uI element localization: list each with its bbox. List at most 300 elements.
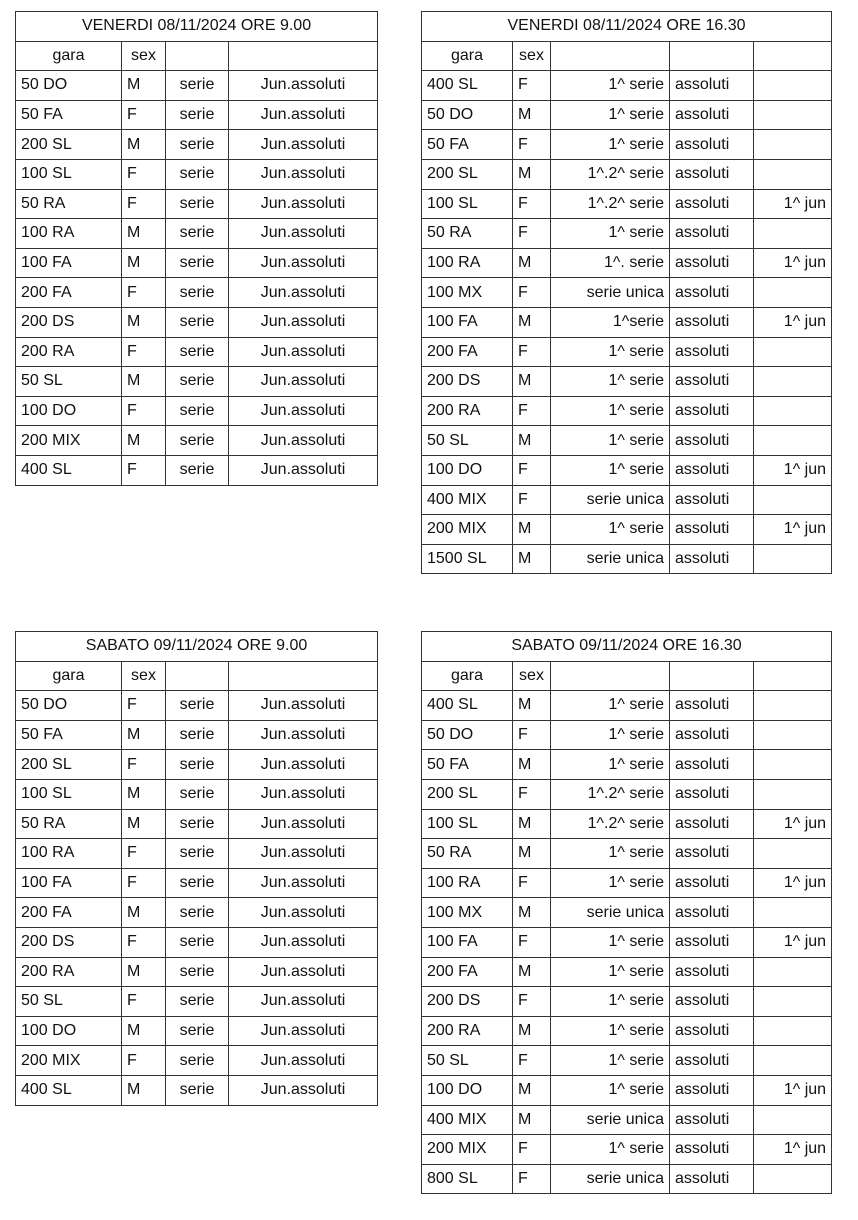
cell-categoria: assoluti [670, 130, 754, 160]
cell-categoria: Jun.assoluti [229, 839, 378, 869]
table-row [422, 515, 832, 545]
cell-categoria: Jun.assoluti [229, 130, 378, 160]
cell-serie: 1^ serie [551, 426, 670, 456]
cell-gara: 400 SL [16, 1075, 122, 1105]
cell-sex: F [122, 455, 166, 485]
column-header-empty [754, 661, 832, 691]
cell-serie: serie [166, 987, 229, 1017]
table-row [422, 278, 832, 308]
cell-jun: 1^ jun [754, 927, 832, 957]
table-row [422, 248, 832, 278]
cell-gara: 100 RA [422, 248, 513, 278]
cell-sex: M [513, 1105, 551, 1135]
cell-gara: 100 SL [16, 159, 122, 189]
cell-sex: F [513, 485, 551, 515]
cell-categoria: Jun.assoluti [229, 898, 378, 928]
table-row [422, 219, 832, 249]
table-row [16, 750, 378, 780]
table-title: VENERDI 08/11/2024 ORE 9.00 [16, 12, 378, 42]
cell-sex: F [513, 130, 551, 160]
cell-sex: F [513, 868, 551, 898]
cell-sex: F [513, 189, 551, 219]
cell-categoria: assoluti [670, 1075, 754, 1105]
cell-categoria: assoluti [670, 809, 754, 839]
cell-jun: 1^ jun [754, 868, 832, 898]
cell-gara: 50 DO [422, 720, 513, 750]
cell-sex: F [513, 71, 551, 101]
cell-gara: 200 SL [16, 130, 122, 160]
column-header-empty [551, 661, 670, 691]
cell-serie: serie [166, 1016, 229, 1046]
cell-gara: 100 FA [422, 927, 513, 957]
cell-serie: 1^ serie [551, 927, 670, 957]
cell-sex: M [122, 71, 166, 101]
cell-gara: 200 FA [422, 337, 513, 367]
cell-sex: M [513, 1075, 551, 1105]
table-row [16, 1075, 378, 1105]
table-row [422, 1075, 832, 1105]
cell-gara: 200 FA [16, 898, 122, 928]
cell-sex: F [122, 750, 166, 780]
cell-sex: M [122, 367, 166, 397]
cell-sex: F [122, 337, 166, 367]
cell-sex: F [122, 987, 166, 1017]
cell-jun: 1^ jun [754, 515, 832, 545]
cell-serie: serie [166, 839, 229, 869]
cell-categoria: Jun.assoluti [229, 396, 378, 426]
cell-serie: serie [166, 691, 229, 721]
table-row [16, 71, 378, 101]
cell-serie: 1^.2^ serie [551, 779, 670, 809]
cell-gara: 50 DO [422, 100, 513, 130]
cell-gara: 50 FA [422, 750, 513, 780]
cell-gara: 200 SL [422, 159, 513, 189]
table-row [16, 1016, 378, 1046]
cell-jun [754, 544, 832, 574]
cell-serie: serie unica [551, 1105, 670, 1135]
table-row [16, 337, 378, 367]
cell-gara: 50 DO [16, 691, 122, 721]
cell-serie: serie [166, 868, 229, 898]
cell-serie: serie [166, 278, 229, 308]
cell-gara: 50 FA [422, 130, 513, 160]
cell-categoria: assoluti [670, 159, 754, 189]
cell-jun [754, 898, 832, 928]
cell-serie: serie [166, 219, 229, 249]
cell-jun [754, 485, 832, 515]
cell-jun [754, 219, 832, 249]
cell-categoria: Jun.assoluti [229, 307, 378, 337]
table-row [16, 809, 378, 839]
cell-gara: 400 MIX [422, 485, 513, 515]
table-row [16, 219, 378, 249]
cell-serie: serie [166, 720, 229, 750]
cell-sex: F [513, 455, 551, 485]
cell-gara: 200 FA [16, 278, 122, 308]
cell-sex: F [513, 1046, 551, 1076]
cell-categoria: assoluti [670, 485, 754, 515]
cell-gara: 200 DS [16, 307, 122, 337]
cell-jun [754, 839, 832, 869]
cell-serie: serie [166, 130, 229, 160]
cell-serie: serie [166, 455, 229, 485]
cell-categoria: assoluti [670, 278, 754, 308]
table-row [422, 130, 832, 160]
cell-gara: 200 FA [422, 957, 513, 987]
cell-jun [754, 1164, 832, 1194]
cell-sex: F [513, 1164, 551, 1194]
cell-serie: 1^ serie [551, 515, 670, 545]
cell-sex: M [513, 957, 551, 987]
cell-sex: M [513, 544, 551, 574]
cell-serie: 1^ serie [551, 337, 670, 367]
table-row [422, 839, 832, 869]
cell-gara: 200 MIX [16, 426, 122, 456]
table-row [422, 720, 832, 750]
cell-jun [754, 720, 832, 750]
cell-gara: 200 DS [422, 987, 513, 1017]
cell-gara: 1500 SL [422, 544, 513, 574]
cell-sex: F [513, 987, 551, 1017]
cell-serie: 1^ serie [551, 71, 670, 101]
table-row [422, 337, 832, 367]
cell-categoria: assoluti [670, 248, 754, 278]
table-row [422, 957, 832, 987]
column-header-gara: gara [422, 41, 513, 71]
column-header-gara: gara [422, 661, 513, 691]
cell-categoria: Jun.assoluti [229, 1075, 378, 1105]
cell-gara: 200 RA [16, 957, 122, 987]
cell-sex: F [513, 396, 551, 426]
cell-categoria: Jun.assoluti [229, 691, 378, 721]
cell-jun [754, 779, 832, 809]
table-row [422, 71, 832, 101]
table-row [16, 455, 378, 485]
cell-gara: 200 MIX [422, 515, 513, 545]
table-row [16, 307, 378, 337]
cell-jun [754, 278, 832, 308]
cell-categoria: assoluti [670, 189, 754, 219]
cell-serie: serie unica [551, 544, 670, 574]
cell-sex: F [122, 396, 166, 426]
cell-sex: M [122, 130, 166, 160]
table-row [422, 544, 832, 574]
cell-gara: 400 MIX [422, 1105, 513, 1135]
cell-jun [754, 337, 832, 367]
cell-serie: 1^ serie [551, 957, 670, 987]
cell-gara: 50 FA [16, 100, 122, 130]
cell-jun [754, 957, 832, 987]
cell-serie: 1^ serie [551, 1135, 670, 1165]
table-row [16, 957, 378, 987]
table-row [422, 485, 832, 515]
cell-categoria: Jun.assoluti [229, 189, 378, 219]
cell-serie: serie [166, 189, 229, 219]
cell-sex: M [122, 1075, 166, 1105]
cell-categoria: Jun.assoluti [229, 987, 378, 1017]
cell-gara: 200 RA [16, 337, 122, 367]
cell-sex: M [513, 898, 551, 928]
cell-serie: 1^ serie [551, 750, 670, 780]
cell-sex: F [513, 337, 551, 367]
table-row [16, 839, 378, 869]
cell-jun [754, 750, 832, 780]
column-header-gara: gara [16, 661, 122, 691]
table-row [16, 1046, 378, 1076]
cell-gara: 100 SL [422, 809, 513, 839]
cell-sex: M [513, 515, 551, 545]
cell-serie: 1^ serie [551, 868, 670, 898]
column-header-empty [754, 41, 832, 71]
cell-categoria: assoluti [670, 750, 754, 780]
cell-categoria: assoluti [670, 219, 754, 249]
table-row [16, 130, 378, 160]
cell-categoria: assoluti [670, 720, 754, 750]
cell-sex: M [513, 248, 551, 278]
cell-serie: serie [166, 248, 229, 278]
cell-serie: 1^ serie [551, 720, 670, 750]
cell-categoria: Jun.assoluti [229, 159, 378, 189]
table-row [422, 1164, 832, 1194]
table-row [16, 779, 378, 809]
table-title: VENERDI 08/11/2024 ORE 16.30 [422, 12, 832, 42]
cell-sex: M [122, 248, 166, 278]
cell-jun: 1^ jun [754, 248, 832, 278]
table-row [422, 396, 832, 426]
cell-categoria: assoluti [670, 71, 754, 101]
cell-serie: serie [166, 100, 229, 130]
table-row [422, 189, 832, 219]
cell-serie: 1^ serie [551, 100, 670, 130]
cell-sex: F [513, 1135, 551, 1165]
cell-serie: 1^ serie [551, 219, 670, 249]
cell-sex: F [513, 779, 551, 809]
cell-categoria: Jun.assoluti [229, 248, 378, 278]
cell-sex: M [513, 750, 551, 780]
cell-gara: 800 SL [422, 1164, 513, 1194]
cell-serie: serie unica [551, 278, 670, 308]
table-row [422, 100, 832, 130]
cell-gara: 100 RA [16, 839, 122, 869]
cell-gara: 100 RA [422, 868, 513, 898]
cell-serie: 1^ serie [551, 839, 670, 869]
table-row [16, 691, 378, 721]
cell-jun [754, 396, 832, 426]
cell-gara: 200 MIX [422, 1135, 513, 1165]
table-row [422, 1046, 832, 1076]
cell-serie: serie [166, 927, 229, 957]
table-row [422, 987, 832, 1017]
cell-gara: 100 DO [422, 1075, 513, 1105]
column-header-sex: sex [122, 41, 166, 71]
cell-categoria: Jun.assoluti [229, 278, 378, 308]
column-header-empty [166, 661, 229, 691]
cell-categoria: assoluti [670, 367, 754, 397]
cell-sex: M [513, 839, 551, 869]
cell-gara: 100 FA [422, 307, 513, 337]
cell-serie: serie [166, 337, 229, 367]
cell-serie: serie [166, 159, 229, 189]
cell-sex: M [513, 691, 551, 721]
column-header-empty [670, 41, 754, 71]
table-row [16, 927, 378, 957]
cell-sex: M [513, 307, 551, 337]
cell-sex: M [122, 779, 166, 809]
cell-serie: serie [166, 750, 229, 780]
cell-categoria: assoluti [670, 515, 754, 545]
cell-sex: F [122, 1046, 166, 1076]
cell-serie: serie unica [551, 898, 670, 928]
cell-categoria: Jun.assoluti [229, 426, 378, 456]
cell-categoria: assoluti [670, 396, 754, 426]
table-body [16, 71, 378, 485]
cell-serie: serie unica [551, 485, 670, 515]
table-row [16, 868, 378, 898]
cell-categoria: assoluti [670, 1135, 754, 1165]
cell-serie: serie [166, 898, 229, 928]
cell-serie: serie [166, 71, 229, 101]
cell-jun [754, 691, 832, 721]
table-row [16, 987, 378, 1017]
column-header-sex: sex [513, 41, 551, 71]
cell-jun [754, 159, 832, 189]
cell-sex: M [122, 1016, 166, 1046]
cell-categoria: assoluti [670, 987, 754, 1017]
cell-sex: F [122, 927, 166, 957]
cell-categoria: Jun.assoluti [229, 1046, 378, 1076]
cell-gara: 50 RA [16, 809, 122, 839]
table-body [422, 691, 832, 1194]
table-row [16, 248, 378, 278]
cell-jun: 1^ jun [754, 1135, 832, 1165]
cell-categoria: Jun.assoluti [229, 927, 378, 957]
cell-serie: 1^serie [551, 307, 670, 337]
cell-categoria: assoluti [670, 1046, 754, 1076]
table-row [422, 1016, 832, 1046]
table-row [16, 159, 378, 189]
cell-serie: serie [166, 367, 229, 397]
cell-gara: 100 MX [422, 898, 513, 928]
cell-jun [754, 130, 832, 160]
cell-gara: 100 FA [16, 868, 122, 898]
cell-categoria: assoluti [670, 957, 754, 987]
cell-categoria: assoluti [670, 868, 754, 898]
cell-categoria: assoluti [670, 337, 754, 367]
table-row [422, 426, 832, 456]
schedule-table-friday-afternoon [421, 11, 832, 574]
cell-categoria: assoluti [670, 898, 754, 928]
cell-categoria: Jun.assoluti [229, 367, 378, 397]
table-body [422, 71, 832, 574]
table-row [16, 396, 378, 426]
cell-sex: F [513, 278, 551, 308]
table-row [16, 189, 378, 219]
schedule-table-saturday-afternoon [421, 631, 832, 1194]
cell-categoria: Jun.assoluti [229, 750, 378, 780]
cell-serie: 1^ serie [551, 455, 670, 485]
column-header-sex: sex [513, 661, 551, 691]
cell-serie: 1^.2^ serie [551, 159, 670, 189]
cell-serie: 1^.2^ serie [551, 189, 670, 219]
cell-serie: serie [166, 307, 229, 337]
cell-categoria: assoluti [670, 544, 754, 574]
cell-gara: 100 DO [16, 396, 122, 426]
cell-sex: M [122, 809, 166, 839]
cell-gara: 200 MIX [16, 1046, 122, 1076]
cell-gara: 100 SL [16, 779, 122, 809]
cell-categoria: Jun.assoluti [229, 100, 378, 130]
cell-serie: 1^ serie [551, 987, 670, 1017]
cell-gara: 200 SL [422, 779, 513, 809]
table-row [16, 720, 378, 750]
cell-gara: 200 RA [422, 1016, 513, 1046]
cell-jun [754, 987, 832, 1017]
cell-sex: M [122, 957, 166, 987]
cell-sex: M [122, 426, 166, 456]
column-header-gara: gara [16, 41, 122, 71]
cell-sex: F [513, 927, 551, 957]
cell-gara: 400 SL [16, 455, 122, 485]
cell-gara: 100 MX [422, 278, 513, 308]
cell-serie: serie [166, 809, 229, 839]
cell-jun: 1^ jun [754, 455, 832, 485]
column-header-empty [166, 41, 229, 71]
cell-sex: M [513, 809, 551, 839]
cell-serie: serie unica [551, 1164, 670, 1194]
cell-sex: M [122, 720, 166, 750]
cell-sex: F [122, 278, 166, 308]
cell-sex: M [122, 219, 166, 249]
table-row [422, 1105, 832, 1135]
cell-serie: 1^ serie [551, 396, 670, 426]
cell-gara: 100 DO [16, 1016, 122, 1046]
cell-categoria: Jun.assoluti [229, 720, 378, 750]
cell-gara: 400 SL [422, 71, 513, 101]
cell-sex: F [122, 691, 166, 721]
cell-sex: M [513, 367, 551, 397]
cell-gara: 100 DO [422, 455, 513, 485]
cell-categoria: Jun.assoluti [229, 71, 378, 101]
column-header-empty [229, 661, 378, 691]
cell-gara: 50 RA [16, 189, 122, 219]
cell-gara: 50 SL [422, 426, 513, 456]
table-row [422, 750, 832, 780]
column-header-empty [670, 661, 754, 691]
cell-jun: 1^ jun [754, 1075, 832, 1105]
cell-categoria: assoluti [670, 927, 754, 957]
cell-jun [754, 1046, 832, 1076]
cell-gara: 200 DS [422, 367, 513, 397]
cell-gara: 50 SL [16, 987, 122, 1017]
table-row [422, 159, 832, 189]
table-row [422, 868, 832, 898]
cell-serie: 1^ serie [551, 367, 670, 397]
cell-categoria: Jun.assoluti [229, 779, 378, 809]
cell-jun [754, 1016, 832, 1046]
cell-gara: 50 SL [422, 1046, 513, 1076]
cell-categoria: assoluti [670, 839, 754, 869]
cell-jun [754, 426, 832, 456]
cell-sex: F [513, 219, 551, 249]
table-row [422, 779, 832, 809]
schedule-table-friday-morning [15, 11, 378, 486]
cell-sex: M [122, 307, 166, 337]
cell-categoria: Jun.assoluti [229, 868, 378, 898]
cell-jun [754, 1105, 832, 1135]
cell-categoria: assoluti [670, 1164, 754, 1194]
cell-serie: 1^ serie [551, 1046, 670, 1076]
table-row [16, 426, 378, 456]
